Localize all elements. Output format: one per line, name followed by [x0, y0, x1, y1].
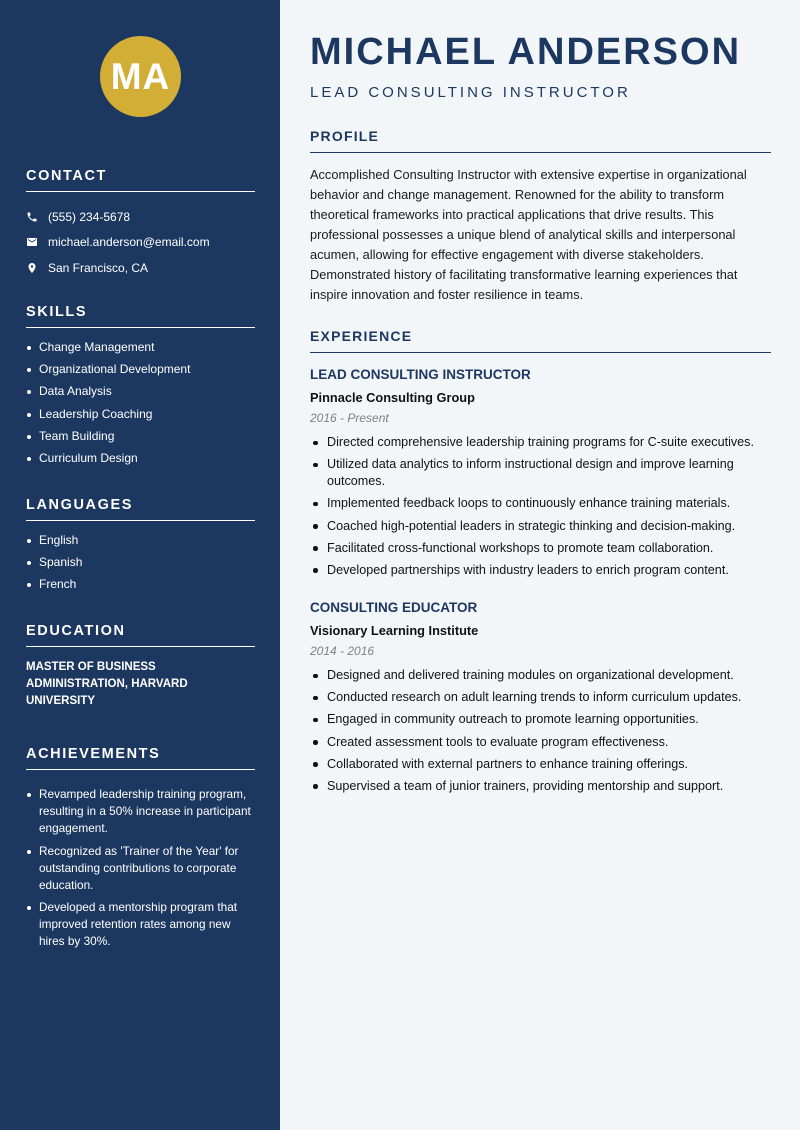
achievements-section [26, 746, 255, 956]
contact-location [26, 255, 255, 281]
job-bullet: Coached high-potential leaders in strategic thinking and decision-making. [310, 518, 771, 535]
skill-item: Organizational Development [26, 362, 255, 384]
achievements-list [26, 786, 255, 950]
language-item: French [26, 577, 255, 599]
job-entry [310, 599, 771, 800]
education-line: MASTER OF BUSINESS [26, 661, 156, 673]
skills-heading: SKILLS [26, 304, 255, 328]
skills-list [26, 340, 255, 473]
avatar-initials: MA [110, 55, 171, 97]
job-bullet: Utilized data analytics to inform instructional design and improve learning outcomes. [310, 456, 771, 490]
candidate-role: LEAD CONSULTING INSTRUCTOR [310, 84, 631, 101]
contact-section [26, 168, 255, 281]
location-text: San Francisco, CA [48, 260, 149, 275]
education-heading: EDUCATION [26, 623, 255, 647]
achievement-item: Recognized as 'Trainer of the Year' for outstanding contributions to corporate education. [26, 843, 255, 894]
job-dates: 2016 - Present [310, 411, 389, 425]
job-entry [310, 366, 771, 584]
achievements-heading: ACHIEVEMENTS [26, 746, 255, 770]
job-bullet: Implemented feedback loops to continuously enhance training materials. [310, 495, 771, 512]
education-degree [26, 659, 255, 710]
skill-item: Leadership Coaching [26, 407, 255, 429]
languages-list [26, 533, 255, 600]
job-title: CONSULTING EDUCATOR [310, 600, 478, 615]
languages-section [26, 497, 255, 600]
phone-icon [26, 211, 48, 223]
email-icon [26, 236, 48, 248]
education-line: UNIVERSITY [26, 695, 96, 707]
email-text: michael.anderson@email.com [48, 235, 210, 250]
experience-heading: EXPERIENCE [310, 328, 771, 353]
skills-section [26, 304, 255, 473]
language-item: English [26, 533, 255, 555]
job-company: Visionary Learning Institute [310, 623, 479, 638]
skill-item: Change Management [26, 340, 255, 362]
job-title: LEAD CONSULTING INSTRUCTOR [310, 367, 531, 382]
job-bullet: Supervised a team of junior trainers, providing mentorship and support. [310, 778, 771, 795]
sidebar [0, 0, 280, 1130]
job-bullet: Designed and delivered training modules on organizational development. [310, 667, 771, 684]
achievement-item: Developed a mentorship program that improved retention rates among new hires by 30%. [26, 899, 255, 950]
contact-phone[interactable] [26, 204, 255, 230]
job-bullet: Collaborated with external partners to enhance training offerings. [310, 756, 771, 773]
job-bullet: Conducted research on adult learning trends to inform curriculum updates. [310, 689, 771, 706]
location-pin-icon [26, 262, 48, 274]
education-section [26, 623, 255, 710]
profile-heading: PROFILE [310, 128, 771, 153]
education-line: ADMINISTRATION, HARVARD [26, 678, 188, 690]
languages-heading: LANGUAGES [26, 497, 255, 521]
job-bullet: Engaged in community outreach to promote learning opportunities. [310, 711, 771, 728]
job-bullet: Created assessment tools to evaluate program effectiveness. [310, 734, 771, 751]
avatar [100, 36, 181, 117]
job-dates: 2014 - 2016 [310, 644, 375, 658]
skill-item: Data Analysis [26, 384, 255, 406]
language-item: Spanish [26, 555, 255, 577]
skill-item: Team Building [26, 429, 255, 451]
contact-heading: CONTACT [26, 168, 255, 192]
phone-text: (555) 234-5678 [48, 209, 131, 224]
job-bullet: Directed comprehensive leadership training programs for C-suite executives. [310, 434, 771, 451]
profile-summary: Accomplished Consulting Instructor with extensive expertise in organizational behavior and change management. Renowned for the ability to transform theoretical frameworks into practical applications that drive results. This professional possesses a unique blend of analytical skills and interpersonal acumen, allowing for effective engagement with diverse stakeholders. Demonstrated history of facilitating transformative learning experiences that inspire innovation and foster resilience in teams. [310, 167, 747, 302]
job-bullet: Developed partnerships with industry leaders to enrich program content. [310, 562, 771, 579]
skill-item: Curriculum Design [26, 451, 255, 473]
candidate-name: MICHAEL ANDERSON [310, 31, 742, 73]
job-bullets [310, 667, 771, 795]
job-bullet: Facilitated cross-functional workshops to promote team collaboration. [310, 540, 771, 557]
achievement-item: Revamped leadership training program, resulting in a 50% increase in participant engagement. [26, 786, 255, 837]
contact-email[interactable] [26, 230, 255, 256]
job-bullets [310, 434, 771, 579]
job-company: Pinnacle Consulting Group [310, 390, 475, 405]
